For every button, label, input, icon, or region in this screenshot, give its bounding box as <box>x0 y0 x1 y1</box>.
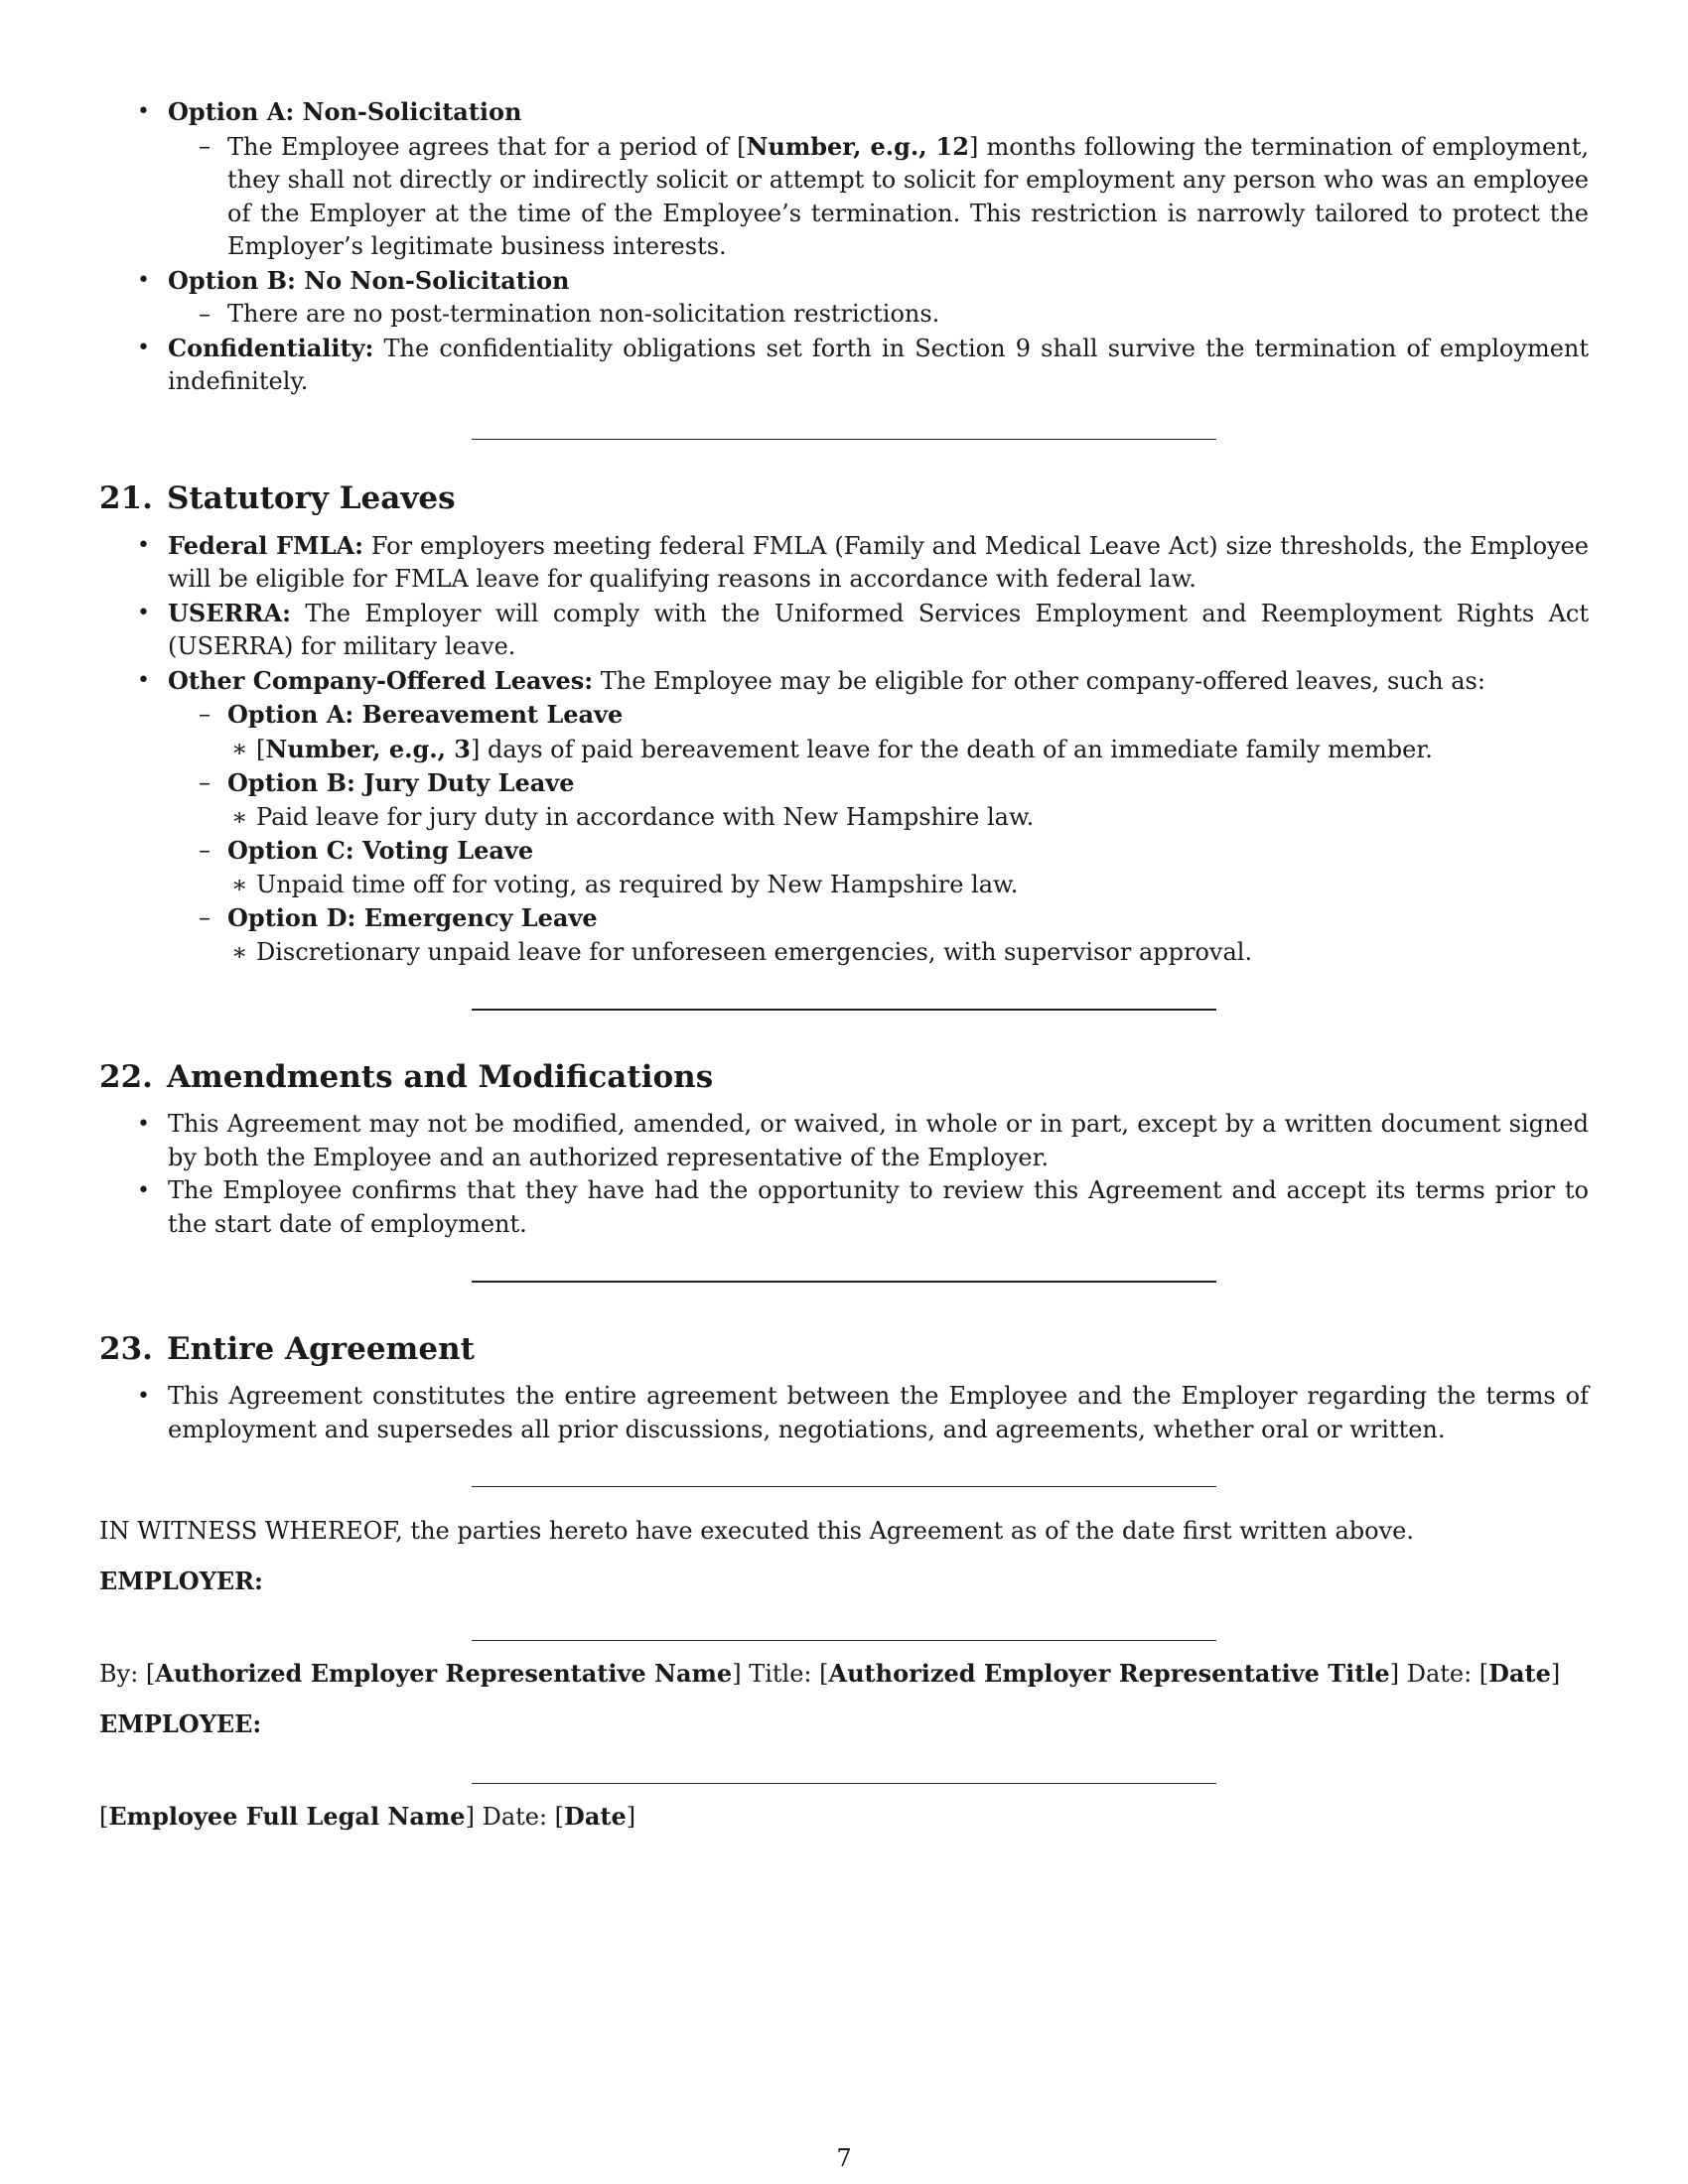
list-item <box>99 264 1589 332</box>
statutory-leaves-list <box>99 529 1589 970</box>
list-item: – The Employee agrees that for a period of [Number, e.g., 12] months following the termination of employment, they shall not directly or indirectly solicit or attempt to solicit for employment any person who was an employee of the Employer at the time of the Employee’s termination. This restriction is narrowly tailored to protect the Employer’s legitimate business interests. <box>199 130 1589 264</box>
divider <box>472 439 1216 440</box>
section-heading: 21. Statutory Leaves <box>99 479 456 516</box>
divider <box>472 1281 1216 1283</box>
entire-agreement-list <box>99 1380 1589 1446</box>
list-item: ∗ Discretionary unpaid leave for unforeseen emergencies, with supervisor approval. <box>227 936 1589 970</box>
list-item: • Federal FMLA: For employers meeting federal FMLA (Family and Medical Leave Act) size thresholds, the Employee will be eligible for FMLA leave for qualifying reasons in accordance with federal law. <box>99 529 1589 597</box>
document-page <box>99 95 1589 1835</box>
employee-signature-line <box>472 1783 1216 1784</box>
list-item: – Option A: Bereavement Leave ∗ [Number, e.g., 3] days of paid bereavement leave for the death of an immediate family member. <box>199 698 1589 766</box>
list-item: – Option B: Jury Duty Leave ∗ Paid leave for jury duty in accordance with New Hampshire law. <box>199 766 1589 834</box>
section-heading: 22. Amendments and Modifications <box>99 1059 714 1095</box>
list-item: – There are no post-termination non-solicitation restrictions. <box>199 298 1589 332</box>
list-item: • Confidentiality: The confidentiality obligations set forth in Section 9 shall survive the termination of employment indefinitely. <box>99 332 1589 399</box>
employer-signature-line <box>472 1640 1216 1641</box>
employer-label: EMPLOYER: <box>99 1566 263 1595</box>
list-item: • This Agreement may not be modified, amended, or waived, in whole or in part, except by a written document signed by both the Employee and an authorized representative of the Employer. <box>99 1108 1589 1174</box>
employee-label: EMPLOYEE: <box>99 1708 262 1738</box>
list-item <box>99 95 1589 264</box>
list-item: • This Agreement constitutes the entire agreement between the Employee and the Employer regarding the terms of employment and supersedes all prior discussions, negotiations, and agreements, whether oral or written. <box>99 1380 1589 1446</box>
list-item: ∗ Unpaid time off for voting, as required by New Hampshire law. <box>227 869 1589 902</box>
section-heading: 23. Entire Agreement <box>99 1331 475 1367</box>
list-item: ∗ [Number, e.g., 3] days of paid bereavement leave for the death of an immediate family member. <box>227 733 1589 767</box>
witness-statement: IN WITNESS WHEREOF, the parties hereto have executed this Agreement as of the date first written above. <box>99 1517 1415 1545</box>
amendments-list <box>99 1108 1589 1241</box>
item-title: Option A: Non-Solicitation <box>168 97 522 126</box>
non-solicitation-list <box>99 95 1589 399</box>
list-item: – Option D: Emergency Leave ∗ Discretionary unpaid leave for unforeseen emergencies, with supervisor approval. <box>199 901 1589 969</box>
list-item: • Other Company-Offered Leaves: The Employee may be eligible for other company-offered leaves, such as: – Option A: Bereavement Leave ∗ [Number, e.g., 3] days of paid bereavement leave for the death of an immediate family member. – Option B: Jury Duty Leave ∗ Paid leave for jury duty in accordance with New Hampshire law. – Option C: Voting Leave ∗ Unpaid time off for voting, as required by New Hampshire law. – Option D: Emergency Leave ∗ Discretionary unpaid leave for unforeseen emergencies, with supervisor approval. <box>99 664 1589 970</box>
list-item: • USERRA: The Employer will comply with the Uniformed Services Employment and Reemployment Rights Act (USERRA) for military leave. <box>99 597 1589 664</box>
list-item: • The Employee confirms that they have had the opportunity to review this Agreement and accept its terms prior to the start date of employment. <box>99 1174 1589 1241</box>
divider <box>472 1009 1216 1011</box>
divider <box>472 1486 1216 1487</box>
item-title: Option B: No Non-Solicitation <box>168 265 570 295</box>
list-item: – Option C: Voting Leave ∗ Unpaid time off for voting, as required by New Hampshire law. <box>199 834 1589 901</box>
page-number: 7 <box>836 2144 852 2172</box>
employee-signature-block: [Employee Full Legal Name] Date: [Date] <box>99 1802 636 1831</box>
employer-signature-block: By: [Authorized Employer Representative Name] Title: [Authorized Employer Representative Title] Date: [Date] <box>99 1659 1561 1688</box>
list-item: ∗ Paid leave for jury duty in accordance with New Hampshire law. <box>227 801 1589 835</box>
